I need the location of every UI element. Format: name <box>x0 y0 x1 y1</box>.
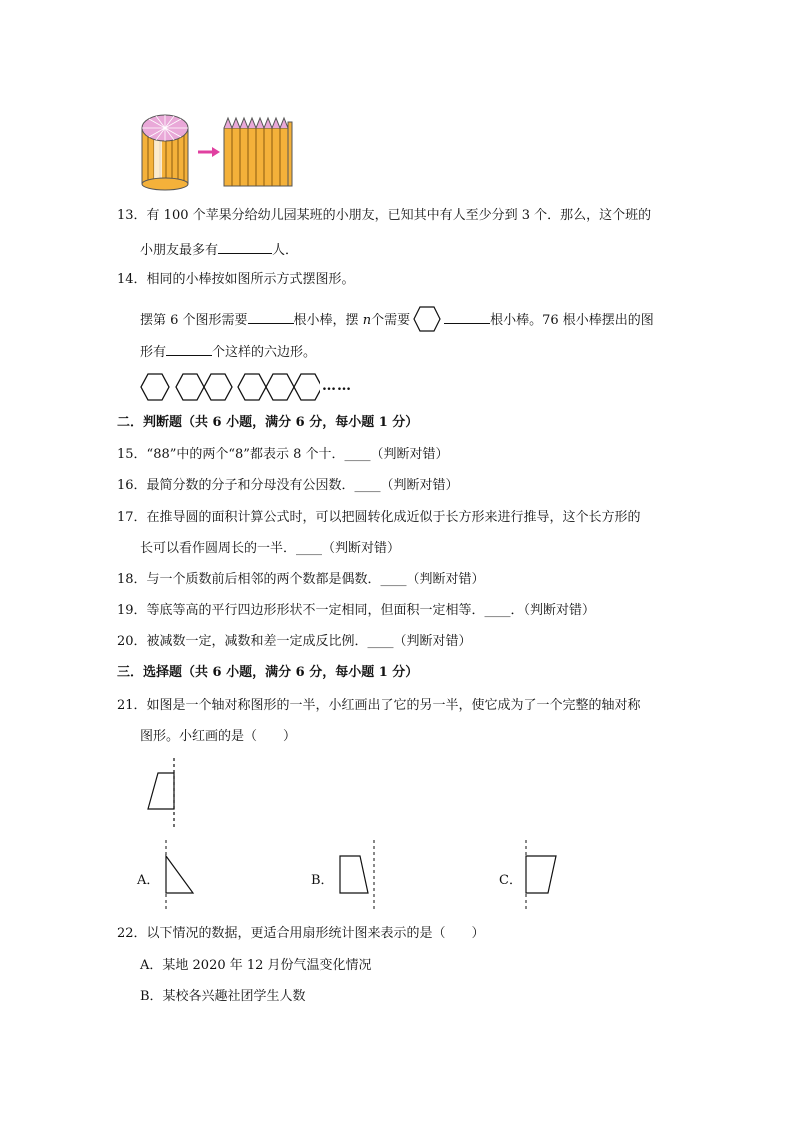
q21-option-c-label[interactable]: C． <box>499 873 522 888</box>
q16: 16．最简分数的分子和分母没有公因数．____（判断对错） <box>117 478 459 493</box>
q21-half-figure <box>144 756 184 830</box>
q21-line2: 图形。小红画的是（ ） <box>140 729 297 744</box>
q14-text-e: 形有 <box>140 345 167 360</box>
q14-line2 <box>140 306 654 332</box>
q13-line1: 13．有 100 个苹果分给幼儿园某班的小朋友，已知其中有人至少分到 3 个．那么，这个班的 <box>117 208 652 223</box>
q17-line1: 17．在推导圆的面积计算公式时，可以把圆转化成近似于长方形来进行推导，这个长方形的 <box>117 510 641 525</box>
q14-text-c: 个需要 <box>371 313 411 328</box>
q15: 15．“88”中的两个“8”都表示 8 个十．____（判断对错） <box>117 447 449 462</box>
q21-line1: 21．如图是一个轴对称图形的一半，小红画出了它的另一半，使它成为了一个完整的轴对称 <box>117 698 641 713</box>
q14-text-a: 摆第 6 个图形需要 <box>140 313 248 328</box>
q18: 18．与一个质数前后相邻的两个数都是偶数．____（判断对错） <box>117 572 485 587</box>
q22-line1: 22．以下情况的数据，更适合用扇形统计图来表示的是（ ） <box>117 926 485 941</box>
q13-text-b: 人． <box>272 243 299 258</box>
q14-variable-n: n <box>362 313 372 328</box>
q14-line3 <box>140 342 316 362</box>
q19: 19．等底等高的平行四边形形状不一定相同，但面积一定相等．____．（判断对错） <box>117 603 596 618</box>
q13-line2 <box>140 240 298 260</box>
q20: 20．被减数一定，减数和差一定成反比例．____（判断对错） <box>117 634 472 649</box>
ellipsis-dots: …… <box>322 378 352 394</box>
q14-blank-3[interactable] <box>166 342 212 356</box>
q21-option-a-label[interactable]: A． <box>137 873 160 888</box>
hexagon-icon <box>413 306 441 332</box>
q21-option-b-figure[interactable] <box>334 838 380 912</box>
q21-option-b-label[interactable]: B． <box>311 873 334 888</box>
q14-text-b: 根小棒，摆 <box>293 313 359 328</box>
section-3-title: 三．选择题（共 6 小题，满分 6 分，每小题 1 分） <box>117 665 419 680</box>
q21-option-a-figure[interactable] <box>160 838 200 912</box>
q22-option-a[interactable]: A．某地 2020 年 12 月份气温变化情况 <box>140 958 372 973</box>
q14-text-f: 个这样的六边形。 <box>212 345 317 360</box>
cylinder-illustration <box>140 110 300 192</box>
q21-option-c-figure[interactable] <box>520 838 564 912</box>
q17-line2: 长可以看作圆周长的一半．____（判断对错） <box>140 541 401 556</box>
q22-option-b[interactable]: B．某校各兴趣社团学生人数 <box>140 989 306 1004</box>
q14-line1: 14．相同的小棒按如图所示方式摆图形。 <box>117 272 355 287</box>
q14-blank-2[interactable] <box>444 310 490 324</box>
q14-blank-1[interactable] <box>248 310 294 324</box>
section-2-title: 二．判断题（共 6 小题，满分 6 分，每小题 1 分） <box>117 415 419 430</box>
q13-answer-blank[interactable] <box>218 240 272 254</box>
q13-text-a: 小朋友最多有 <box>140 243 219 258</box>
hexagon-sequence-figure <box>140 372 370 404</box>
q14-text-d: 根小棒。76 根小棒摆出的图 <box>490 313 654 328</box>
